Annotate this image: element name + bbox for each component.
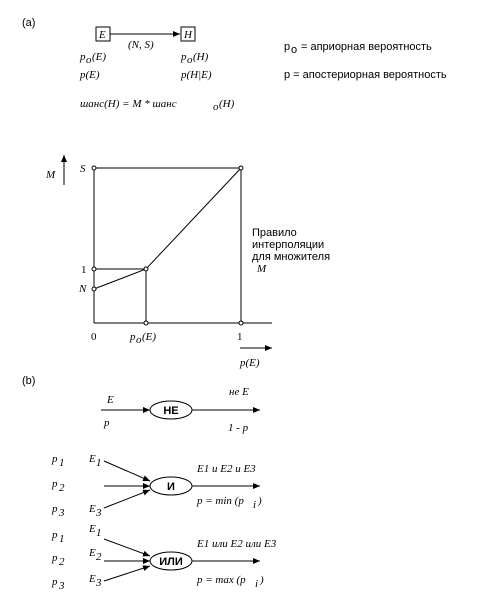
and-p2-sub: 2 — [59, 482, 65, 494]
or-input-3-arrow — [104, 566, 150, 581]
or-e3: E — [89, 573, 96, 585]
and-input-1-arrow — [104, 461, 150, 481]
not-output-top: не E — [229, 386, 249, 398]
ph-prior-p: p — [181, 51, 187, 63]
tick-pe-sub: o — [136, 334, 142, 346]
legend-prior-p: p — [284, 41, 291, 53]
or-p3-sub: 3 — [59, 580, 65, 592]
or-output-top: E1 или E2 или E3 — [197, 538, 277, 550]
tick-0: 0 — [91, 331, 97, 343]
or-e2: E — [89, 547, 96, 559]
panel-b-label: (b) — [22, 375, 36, 387]
or-p1: p — [52, 529, 58, 541]
not-gate — [101, 386, 260, 434]
node-h-label: H — [184, 29, 192, 41]
or-gate — [51, 523, 277, 592]
interpolation-chart — [45, 155, 330, 369]
tick-1-y: 1 — [81, 264, 87, 276]
and-e3: E — [89, 503, 96, 515]
and-node-label: И — [167, 481, 175, 493]
and-e1: E — [89, 453, 96, 465]
pe-post: p(E) — [80, 69, 100, 81]
or-e1: E — [89, 523, 96, 535]
arrow-ns-label: (N, S) — [128, 39, 154, 51]
or-e1-sub: 1 — [96, 527, 102, 539]
and-p1: p — [52, 453, 58, 465]
or-e3-sub: 3 — [96, 577, 102, 589]
and-output-formula: p = min (p — [197, 495, 244, 507]
and-output-close: ) — [258, 495, 262, 507]
pe-prior-rest: (E) — [92, 51, 107, 63]
or-output-close: ) — [260, 574, 264, 586]
ph-prior-sub: o — [187, 54, 193, 66]
or-input-1-arrow — [104, 539, 150, 556]
not-output-bottom: 1 - p — [228, 422, 249, 434]
pe-prior-p: p — [80, 51, 86, 63]
ph-post: p(H|E) — [181, 69, 212, 81]
point-s — [92, 166, 96, 170]
or-p3: p — [52, 576, 58, 588]
and-p2: p — [52, 478, 58, 490]
not-input-p: p — [104, 417, 110, 429]
and-e1-sub: 1 — [96, 457, 102, 469]
point-n — [92, 287, 96, 291]
tick-pe-rest: (E) — [142, 331, 157, 343]
tick-n: N — [79, 283, 87, 295]
odds-formula-left: шанс(H) = M * шанс — [80, 98, 177, 110]
point-mid — [144, 267, 148, 271]
not-node-label: НЕ — [163, 405, 179, 417]
rule-text-line-3: для множителя — [252, 251, 331, 263]
legend-prior-sub: o — [291, 44, 298, 56]
or-p2-sub: 2 — [59, 556, 65, 568]
tick-1-x: 1 — [237, 331, 243, 343]
pe-axis-label: p(E) — [240, 357, 260, 369]
pe-prior-sub: o — [86, 54, 92, 66]
or-node-label: ИЛИ — [159, 556, 183, 568]
interpolation-curve — [94, 168, 241, 289]
or-output-formula: p = max (p — [197, 574, 246, 586]
legend-prior-text: = априорная вероятность — [301, 41, 432, 53]
tick-s: S — [80, 163, 86, 175]
legend-post: p = апостериорная вероятность — [284, 69, 447, 81]
panel-a-label: (a) — [22, 17, 36, 29]
or-output-sub-i: i — [255, 578, 259, 590]
rule-text-line-4: M — [257, 263, 267, 275]
point-pe-axis — [144, 321, 148, 325]
point-top-right — [239, 166, 243, 170]
tick-pe-p: p — [130, 331, 136, 343]
node-e-label: E — [99, 29, 106, 41]
or-p1-sub: 1 — [59, 533, 65, 545]
odds-formula-right: (H) — [219, 98, 235, 110]
and-p3-sub: 3 — [59, 507, 65, 519]
and-p3: p — [52, 503, 58, 515]
odds-formula-sub: o — [213, 101, 219, 113]
not-input-e: E — [107, 394, 114, 406]
and-p1-sub: 1 — [59, 457, 65, 469]
ph-prior-rest: (H) — [193, 51, 209, 63]
and-input-3-arrow — [104, 490, 150, 508]
and-e3-sub: 3 — [96, 507, 102, 519]
and-output-top: E1 и E2 и E3 — [197, 463, 256, 475]
point-x1-axis — [239, 321, 243, 325]
and-output-sub-i: i — [253, 499, 257, 511]
m-axis-label: M — [46, 169, 56, 181]
rule-text-line-2: интерполяции — [252, 239, 325, 251]
or-p2: p — [52, 552, 58, 564]
and-gate — [51, 453, 262, 519]
rule-text-line-1: Правило — [252, 227, 297, 239]
point-one — [92, 267, 96, 271]
or-e2-sub: 2 — [96, 551, 102, 563]
